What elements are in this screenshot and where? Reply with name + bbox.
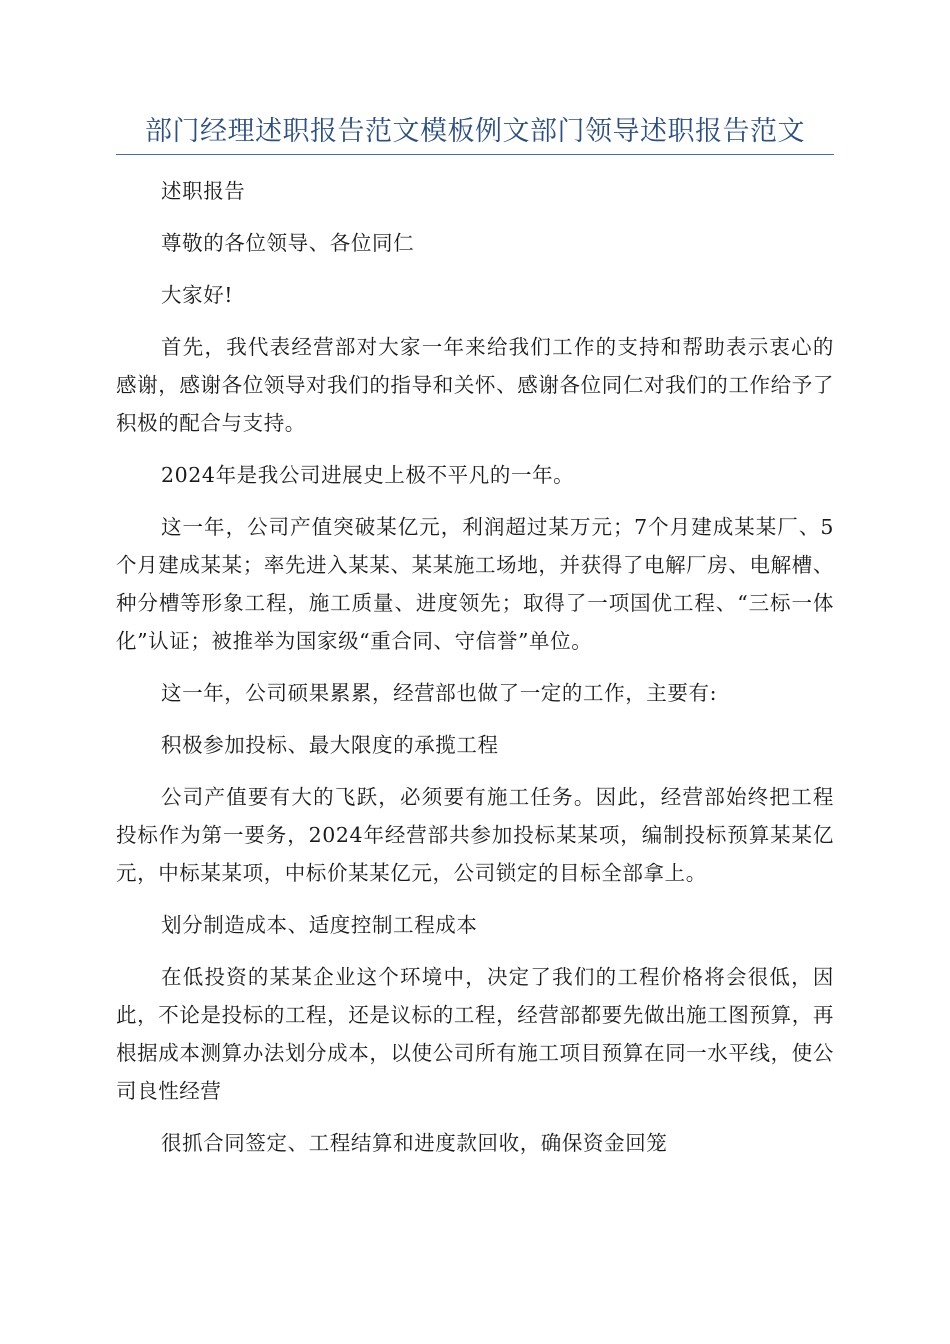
title-underline	[116, 154, 834, 155]
document-body	[116, 172, 834, 1176]
document-title: 部门经理述职报告范文模板例文部门领导述职报告范文	[145, 116, 805, 147]
section-heading-bidding: 积极参加投标、最大限度的承揽工程	[161, 733, 499, 757]
paragraph-bidding: 公司产值要有大的飞跃，必须要有施工任务。因此，经营部始终把工程投标作为第一要务，2024年经营部共参加投标某某项，编制投标预算某某亿元，中标某某项，中标价某某亿元，公司锁定的目标全部拿上。	[116, 785, 834, 885]
paragraph-work-intro: 这一年，公司硕果累累，经营部也做了一定的工作，主要有:	[161, 681, 718, 705]
paragraph-achievements: 这一年，公司产值突破某亿元，利润超过某万元；7个月建成某某厂、5个月建成某某；率先进入某某、某某施工场地，并获得了电解厂房、电解槽、种分槽等形象工程，施工质量、进度领先；取得了一项国优工程、“三标一体化”认证；被推举为国家级“重合同、守信誉”单位。	[116, 515, 834, 653]
paragraph-year-summary: 2024年是我公司进展史上极不平凡的一年。	[161, 463, 575, 487]
paragraph-thanks: 首先，我代表经营部对大家一年来给我们工作的支持和帮助表示衷心的感谢，感谢各位领导对我们的指导和关怀、感谢各位同仁对我们的工作给予了积极的配合与支持。	[116, 335, 834, 435]
section-heading-contracts: 很抓合同签定、工程结算和进度款回收，确保资金回笼	[161, 1131, 668, 1155]
paragraph-greeting: 大家好!	[161, 283, 234, 307]
paragraph-cost: 在低投资的某某企业这个环境中，决定了我们的工程价格将会很低，因此，不论是投标的工程，还是议标的工程，经营部都要先做出施工图预算，再根据成本测算办法划分成本，以使公司所有施工项目预算在同一水平线，使公司良性经营	[116, 965, 834, 1103]
section-heading-cost: 划分制造成本、适度控制工程成本	[161, 913, 478, 937]
paragraph-heading: 述职报告	[161, 179, 246, 203]
paragraph-salutation: 尊敬的各位领导、各位同仁	[161, 231, 415, 255]
